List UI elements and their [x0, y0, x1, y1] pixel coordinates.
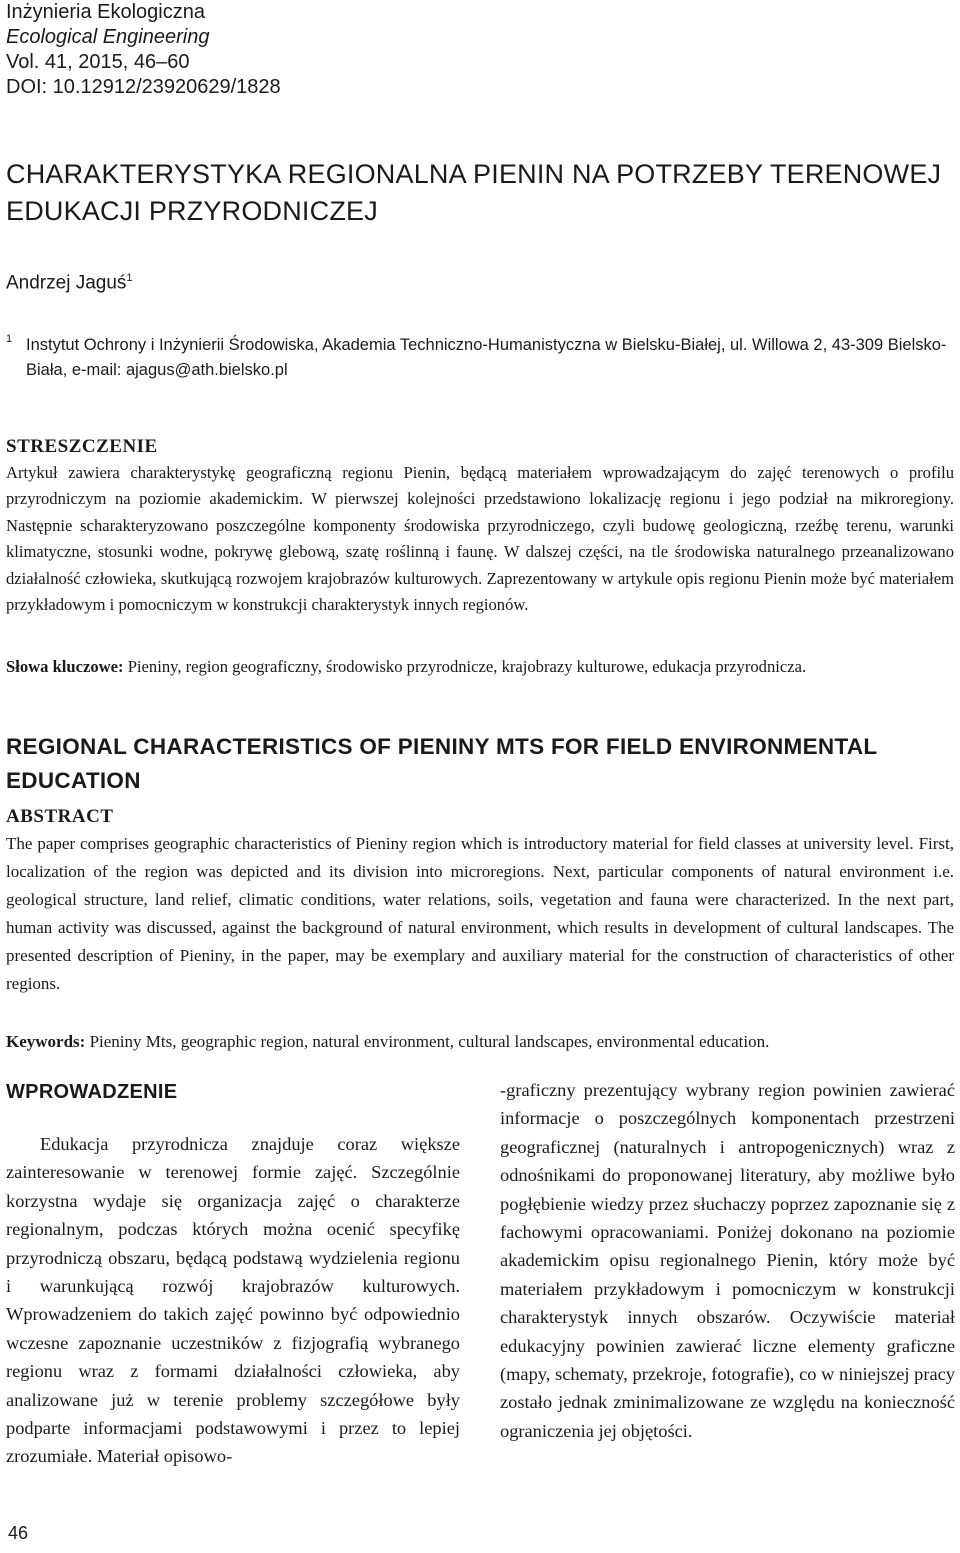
intro-column-left: Edukacja przyrodnicza znajduje coraz większe zainteresowanie w terenowej formie zajęć. Szczególnie korzystna wydaje się organizacja zajęć o charakterze regionalnym, podczas których można ocenić specyfikę przyrodniczą obszaru, będącą podstawą wydzielenia regionu i warunkującą rozwój krajobrazów kulturowych. Wprowadzeniem do takich zajęć powinno być odpowiednio wczesne zapoznanie uczestników z fizjografią wybranego regionu wraz z formami działalności człowieka, aby analizowane już w terenie problemy szczegółowe były podparte informacjami podstawowymi i przez to lepiej zrozumiałe. Materiał opisowo- — [6, 1134, 460, 1467]
affiliation — [6, 333, 956, 383]
journal-doi: DOI: 10.12912/23920629/1828 — [6, 76, 281, 98]
journal-name-en: Ecological Engineering — [6, 26, 210, 48]
author-superscript: 1 — [126, 272, 133, 284]
keywords-en — [6, 1028, 954, 1056]
streszczenie-text: Artykuł zawiera charakterystykę geograficzną regionu Pienin, będącą materiałem wprowadzającym do zajęć terenowych o profilu przyrodniczym na poziomie akademickim. W pierwszej kolejności przedstawiono lokalizację regionu i jego podział na mikroregiony. Następnie scharakteryzowano poszczególne komponenty środowiska przyrodniczego, czyli budowę geologiczną, rzeźbę terenu, warunki klimatyczne, stosunki wodne, pokrywę glebową, szatę roślinną i faunę. W dalszej części, na tle środowiska naturalnego przeanalizowano działalność człowieka, skutkującą rozwojem krajobrazów kulturowych. Zaprezentowany w artykule opis regionu Pienin może być materiałem przykładowym i pomocniczym w konstrukcji charakterystyk innych regionów. — [6, 463, 954, 615]
article-title-en: REGIONAL CHARACTERISTICS OF PIENINY MTS FOR FIELD ENVIRONMENTAL EDUCATION — [6, 734, 878, 793]
journal-header — [6, 0, 281, 100]
article-title-pl: CHARAKTERYSTYKA REGIONALNA PIENIN NA POTRZEBY TERENOWEJ EDUKACJI PRZYRODNICZEJ — [6, 159, 942, 226]
intro-column-right: -graficzny prezentujący wybrany region powinien zawierać informacje o poszczególnych komponentach przestrzeni geograficznej (naturalnych i antropogenicznych) wraz z odnośnikami do proponowanej literatury, aby możliwe było pogłębienie wiedzy przez słuchaczy poprzez zapoznanie się z fachowymi opracowaniami. Poniżej dokonano na poziomie akademickim opisu regionalnego Pienin, który może być materiałem przykładowym i pomocniczym w konstrukcji charakterystyk innych obszarów. Oczywiście materiał edukacyjny powinien zawierać liczne elementy graficzne (mapy, schematy, przekroje, fotografie), co w niniejszej pracy zostało jednak zminimalizowane ze względu na konieczność ograniczenia jej objętości. — [500, 1080, 955, 1441]
streszczenie-heading: STRESZCZENIE — [6, 436, 158, 457]
affiliation-text: Instytut Ochrony i Inżynierii Środowiska, Akademia Techniczno-Humanistyczna w Bielsku-Białej, ul. Willowa 2, 43-309 Bielsko-Biała, e-mail: ajagus@ath.bielsko.pl — [26, 336, 947, 379]
keywords-en-text: Pieniny Mts, geographic region, natural environment, cultural landscapes, environmental education. — [89, 1032, 770, 1051]
keywords-en-label: Keywords: — [6, 1032, 86, 1051]
page-number: 46 — [8, 1523, 29, 1543]
journal-name-pl: Inżynieria Ekologiczna — [6, 1, 205, 23]
abstract-heading: ABSTRACT — [6, 806, 114, 827]
keywords-pl-label: Słowa kluczowe: — [6, 657, 124, 676]
abstract-text: The paper comprises geographic characteristics of Pieniny region which is introductory material for field classes at university level. First, localization of the region was depicted and its division into microregions. Next, particular components of natural environment i.e. geological structure, land relief, climatic conditions, water relations, soils, vegetation and fauna were characterized. In the next part, human activity was discussed, against the background of natural environment, which results in development of cultural landscapes. The presented description of Pieniny, in the paper, may be exemplary and auxiliary material for the construction of characteristics of other regions. — [6, 834, 954, 993]
author — [6, 272, 133, 294]
section-heading-wprowadzenie: WPROWADZENIE — [6, 1081, 178, 1103]
journal-volume: Vol. 41, 2015, 46–60 — [6, 51, 190, 73]
keywords-pl-text: Pieniny, region geograficzny, środowisko przyrodnicze, krajobrazy kulturowe, edukacja przyrodnicza. — [127, 657, 807, 676]
affiliation-number: 1 — [6, 333, 13, 345]
author-name: Andrzej Jaguś — [6, 272, 127, 294]
keywords-pl — [6, 654, 954, 680]
